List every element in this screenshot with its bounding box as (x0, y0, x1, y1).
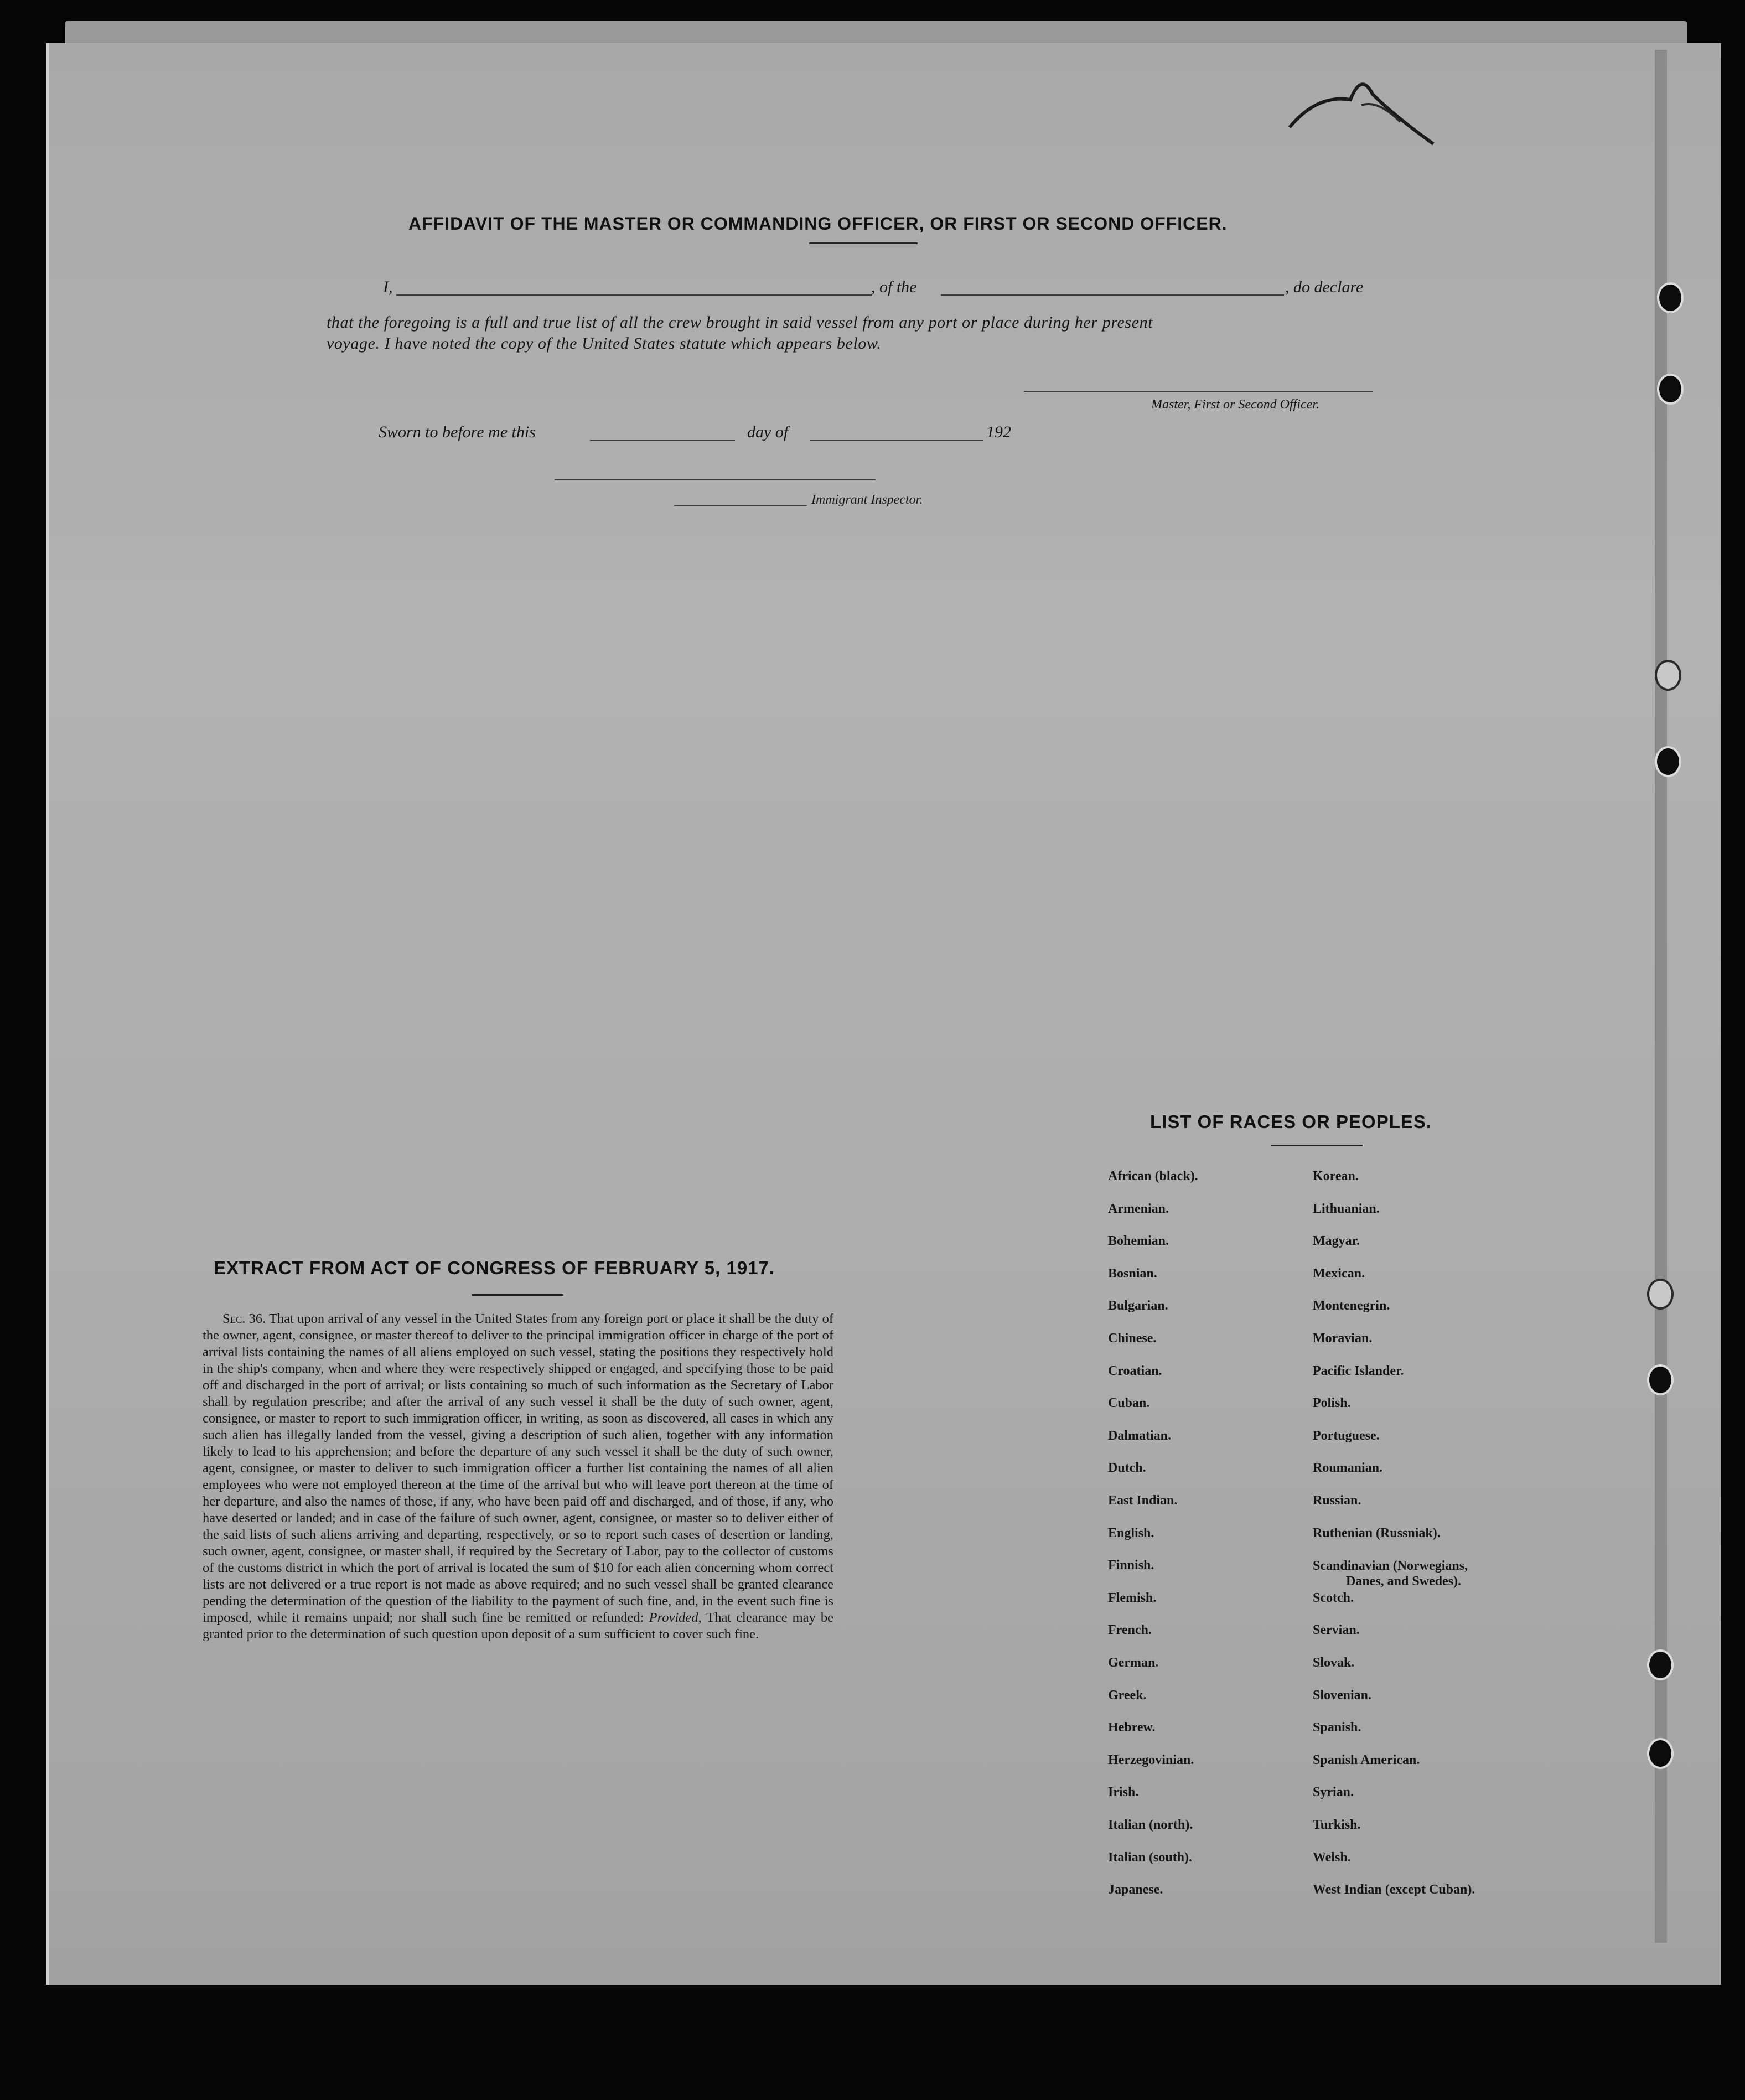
race-item: Spanish American. (1313, 1752, 1420, 1767)
race-item: English. (1108, 1525, 1154, 1540)
punch-hole (1657, 374, 1684, 405)
sworn-month-blank[interactable] (810, 440, 983, 441)
race-item: Syrian. (1313, 1785, 1354, 1800)
race-item: Slovenian. (1313, 1688, 1372, 1703)
extract-body-tail: That clearance may be granted prior to the determination of such question upon deposit of a sum sufficient to cover such fine. (203, 1610, 833, 1642)
race-item: Polish. (1313, 1396, 1351, 1411)
punch-hole (1655, 746, 1681, 777)
punch-hole (1647, 1649, 1674, 1680)
affidavit-line1-mid: , of the (871, 278, 917, 296)
race-item: Ruthenian (Russniak). (1313, 1525, 1441, 1540)
extract-body-text: That upon arrival of any vessel in the United States from any foreign port or place it shall be the duty of the owner, agent, consignee, or master thereof to deliver to the principal immigration officer in charge of the port of arrival lists containing the names of all aliens employed on such vessel, stating the positions they respectively hold in the ship's company, when and where they were respectively shipped or engaged, and specifying those to be paid off and discharged in the port of arrival; or lists containing so much of such information as the Secretary of Labor shall by regulation prescribe; and after the arrival of any such vessel it shall be the duty of such owner, agent, consignee, or master to report to such immigration officer, in writing, as soon as discovered, all cases in which any such alien has illegally landed from the vessel, giving a description of such alien, together with any information likely to lead to his apprehension; and before the departure of any such vessel it shall be the duty of such owner, agent, consignee, or master to deliver to such immigration officer a further list containing the names of all alien employees who were not employed thereon at the time of the arrival but who will leave port thereon at the time of her departure, and also the names of those, if any, who have been paid off and discharged, and of those, if any, who have deserted or landed; and in case of the failure of such owner, agent, consignee, or master so to deliver either of the said lists of such aliens arriving and departing, respectively, or so to report such cases of desertion or landing, such owner, agent, consignee, or master shall, if required by the Secretary of Labor, pay to the collector of customs of the customs district in which the port of arrival is located the sum of $10 for each alien concerning whom correct lists are not delivered or a true report is not made as above required; and no such vessel shall be granted clearance pending the determination of the question of the liability to the payment of such fine, and, in the event such fine is imposed, while it remains unpaid; nor shall such fine be remitted or refunded: (203, 1311, 833, 1625)
race-item: Bulgarian. (1108, 1299, 1168, 1313)
race-item: Welsh. (1313, 1850, 1351, 1865)
punch-hole (1647, 1279, 1674, 1310)
affidavit-line1-end: , do declare (1285, 278, 1364, 296)
sworn-start: Sworn to before me this (379, 423, 536, 441)
affidavit-line2: that the foregoing is a full and true list of all the crew brought in said vessel from any port or place during her present (327, 313, 1153, 332)
race-item: African (black). (1108, 1169, 1198, 1183)
punch-hole (1647, 1738, 1674, 1769)
race-item: Portuguese. (1313, 1428, 1380, 1443)
race-item: Scotch. (1313, 1590, 1354, 1605)
race-item: East Indian. (1108, 1493, 1178, 1508)
race-item: Hebrew. (1108, 1720, 1156, 1735)
race-item: Spanish. (1313, 1720, 1361, 1735)
race-item: Roumanian. (1313, 1461, 1383, 1476)
sworn-day-blank[interactable] (590, 440, 735, 441)
race-item: Bosnian. (1108, 1266, 1157, 1281)
race-item: Lithuanian. (1313, 1201, 1380, 1216)
inspector-signature-blank[interactable] (555, 479, 876, 480)
sworn-mid: day of (747, 423, 789, 441)
punch-hole (1657, 282, 1684, 313)
race-item: Slovak. (1313, 1656, 1355, 1670)
inspector-caption-line (674, 505, 807, 506)
race-item: Italian (north). (1108, 1818, 1193, 1832)
race-item: Italian (south). (1108, 1850, 1193, 1865)
race-item: Turkish. (1313, 1818, 1361, 1832)
race-item: Montenegrin. (1313, 1299, 1390, 1313)
race-item: Croatian. (1108, 1363, 1162, 1378)
race-item: Herzegovinian. (1108, 1752, 1194, 1767)
extract-title-rule (472, 1294, 563, 1296)
race-item: French. (1108, 1623, 1152, 1638)
race-item: Dalmatian. (1108, 1428, 1171, 1443)
races-title: LIST OF RACES OR PEOPLES. (1150, 1111, 1432, 1132)
affidavit-line3: voyage. I have noted the copy of the United States statute which appears below. (327, 334, 882, 353)
race-item: Cuban. (1108, 1396, 1150, 1411)
race-item: Irish. (1108, 1785, 1139, 1800)
race-item: Mexican. (1313, 1266, 1365, 1281)
affidavit-title: AFFIDAVIT OF THE MASTER OR COMMANDING OFFICER, OR FIRST OR SECOND OFFICER. (408, 214, 1228, 234)
officer-signature-caption: Master, First or Second Officer. (1151, 397, 1319, 412)
race-item: Bohemian. (1108, 1234, 1169, 1249)
race-item: Chinese. (1108, 1331, 1157, 1346)
race-item-continuation: Danes, and Swedes). (1346, 1574, 1462, 1589)
race-item: German. (1108, 1656, 1159, 1670)
race-item: Flemish. (1108, 1590, 1157, 1605)
races-title-rule (1271, 1145, 1363, 1146)
affidavit-line1-start: I, (383, 278, 393, 296)
race-item: Moravian. (1313, 1331, 1373, 1346)
race-item: Finnish. (1108, 1558, 1154, 1573)
race-item: Servian. (1313, 1623, 1360, 1638)
race-item: Dutch. (1108, 1461, 1146, 1476)
extract-title: EXTRACT FROM ACT OF CONGRESS OF FEBRUARY 5, 1917. (214, 1258, 775, 1278)
extract-provided: Provided, (649, 1610, 702, 1625)
punch-hole (1655, 660, 1681, 691)
form-page (46, 43, 1721, 1985)
race-item: Pacific Islander. (1313, 1363, 1404, 1378)
extract-body (203, 1311, 833, 1643)
inspector-caption: Immigrant Inspector. (811, 493, 923, 507)
race-item: Greek. (1108, 1688, 1147, 1703)
vessel-name-blank[interactable] (941, 294, 1284, 296)
torn-paper-mark (1267, 61, 1444, 155)
punch-hole (1647, 1364, 1674, 1395)
race-item: Scandinavian (Norwegians, Danes, and Swedes). (1313, 1559, 1468, 1589)
race-item: Russian. (1313, 1493, 1361, 1508)
master-name-blank[interactable] (396, 294, 872, 296)
race-item: Magyar. (1313, 1234, 1360, 1249)
race-item: Japanese. (1108, 1882, 1163, 1897)
section-label: Sec. 36. (222, 1311, 266, 1326)
race-item: Armenian. (1108, 1201, 1169, 1216)
race-item: Korean. (1313, 1169, 1359, 1183)
officer-signature-blank[interactable] (1024, 391, 1373, 392)
sworn-year: 192 (986, 423, 1011, 441)
race-item: West Indian (except Cuban). (1313, 1882, 1475, 1897)
affidavit-title-rule (809, 242, 918, 244)
